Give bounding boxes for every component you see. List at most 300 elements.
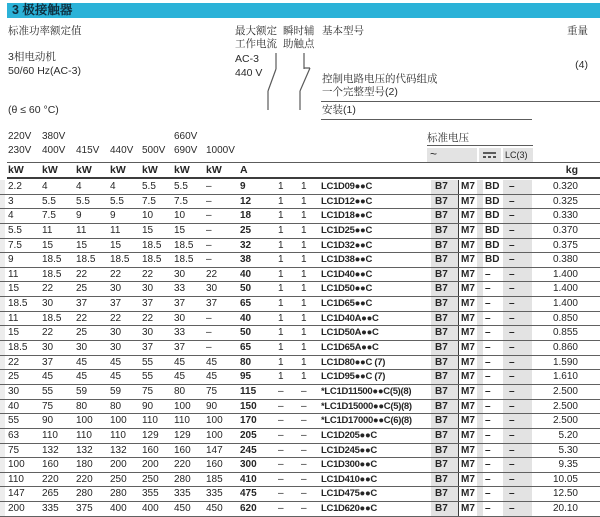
coil-b7-cell: B7 <box>435 210 448 222</box>
table-row <box>0 297 600 312</box>
coil-b7-cell: B7 <box>435 371 448 383</box>
kw-cell: 335 <box>174 488 191 500</box>
frequency-label: 50/60 Hz(AC-3) <box>8 65 81 77</box>
weight-cell: 9.35 <box>558 459 578 471</box>
coil-b7-cell: B7 <box>435 400 448 412</box>
aux-no-cell: – <box>278 415 284 427</box>
table-row <box>0 195 600 210</box>
aux-no-cell: 1 <box>278 312 284 324</box>
kw-cell: 129 <box>174 429 191 441</box>
coil-lc-cell: – <box>509 415 515 427</box>
coil-lc-cell: – <box>509 239 515 251</box>
voltage-header: 1000V <box>206 145 235 156</box>
kw-cell: 110 <box>174 415 190 427</box>
model-cell: LC1D65●●C <box>321 298 373 310</box>
kw-cell: 75 <box>142 385 154 397</box>
kw-cell: 110 <box>76 429 92 441</box>
kw-cell: 160 <box>206 459 223 471</box>
aux-nc-cell: – <box>301 459 307 471</box>
aux-no-cell: – <box>278 503 284 515</box>
voltage-header: 660V <box>174 131 198 142</box>
coil-lc-cell: – <box>509 371 515 383</box>
kw-cell: 45 <box>42 371 54 383</box>
model-cell: *LC1D11500●●C(5)(8) <box>321 385 412 397</box>
kw-cell: 7.5 <box>8 239 22 251</box>
coil-m7-cell: M7 <box>461 488 475 500</box>
coil-b7-cell: B7 <box>435 459 448 471</box>
kw-cell: 45 <box>76 371 88 383</box>
coil-m7-cell: M7 <box>461 210 475 222</box>
kw-cell: 37 <box>76 298 88 310</box>
model-cell: LC1D18●●C <box>321 210 373 222</box>
voltage-440-label: 440 V <box>235 67 263 79</box>
kw-cell: 30 <box>8 385 20 397</box>
kw-cell: 18.5 <box>142 254 162 266</box>
model-cell: LC1D95●●C (7) <box>321 371 386 383</box>
coil-b7-cell: B7 <box>435 327 448 339</box>
coil-b7-cell: B7 <box>435 239 448 251</box>
coil-lc-cell: – <box>509 210 515 222</box>
kw-cell: 100 <box>76 415 93 427</box>
kw-cell: 450 <box>174 503 191 515</box>
kw-cell: 90 <box>142 400 154 412</box>
current-cell: 170 <box>240 415 257 427</box>
coil-lc-cell: – <box>509 429 515 441</box>
coil-m7-cell: M7 <box>461 195 475 207</box>
current-cell: 12 <box>240 195 252 207</box>
coil-dc-cell: BD <box>485 181 500 192</box>
kw-cell: 4 <box>42 181 48 192</box>
model-cell: LC1D300●●C <box>321 459 377 471</box>
kw-cell: 15 <box>174 224 186 236</box>
weight-cell: 0.330 <box>552 210 578 222</box>
table-row <box>0 356 600 371</box>
current-cell: 95 <box>240 371 252 383</box>
model-cell: LC1D09●●C <box>321 181 373 192</box>
voltage-header: 380V <box>42 131 66 142</box>
coil-b7-cell: B7 <box>435 444 448 456</box>
aux-contact-label-line1: 瞬时辅 <box>283 25 315 37</box>
aux-contact-symbols-icon <box>262 53 318 111</box>
ratings-table <box>0 180 600 517</box>
divider <box>321 101 600 102</box>
kw-cell: 18.5 <box>42 254 62 266</box>
current-cell: 80 <box>240 356 252 368</box>
coil-m7-cell: M7 <box>461 371 475 383</box>
aux-nc-cell: 1 <box>301 181 307 192</box>
coil-dc-cell: – <box>485 415 491 427</box>
model-cell: LC1D65A●●C <box>321 342 379 354</box>
weight-cell: 20.10 <box>552 503 578 515</box>
kw-cell: 22 <box>76 312 88 324</box>
coil-b7-cell: B7 <box>435 415 448 427</box>
kw-cell: 5.5 <box>42 195 56 207</box>
coil-b7-cell: B7 <box>435 488 448 500</box>
kw-cell: 100 <box>8 459 25 471</box>
kw-cell: 335 <box>42 503 59 515</box>
current-cell: 50 <box>240 327 252 339</box>
kw-cell: 18.5 <box>42 268 62 280</box>
coil-b7-cell: B7 <box>435 473 448 485</box>
coil-dc-cell: BD <box>485 239 500 251</box>
aux-no-cell: – <box>278 385 284 397</box>
kw-cell: 160 <box>174 444 191 456</box>
coil-m7-cell: M7 <box>461 503 475 515</box>
kw-cell: 30 <box>42 298 54 310</box>
coil-dc-cell: – <box>485 342 491 354</box>
aux-no-cell: 1 <box>278 342 284 354</box>
current-unit-header: A <box>240 164 248 176</box>
voltage-header: 500V <box>142 145 166 156</box>
kw-cell: 11 <box>8 268 19 280</box>
kw-cell: 4 <box>110 181 116 192</box>
coil-dc-cell: – <box>485 298 491 310</box>
kw-cell: 80 <box>110 400 122 412</box>
kw-cell: 30 <box>142 327 154 339</box>
kw-cell: 220 <box>174 459 191 471</box>
aux-nc-cell: 1 <box>301 224 307 236</box>
model-cell: LC1D80●●C (7) <box>321 356 386 368</box>
kw-cell: 250 <box>142 473 159 485</box>
voltage-header: 690V <box>174 145 198 156</box>
kw-cell: 37 <box>42 356 54 368</box>
aux-no-cell: – <box>278 429 284 441</box>
coil-m7-cell: M7 <box>461 459 475 471</box>
kw-cell: 265 <box>42 488 59 500</box>
unit-header: kW <box>110 164 126 176</box>
kw-cell: 55 <box>8 415 20 427</box>
kw-cell: 30 <box>142 283 154 295</box>
current-cell: 18 <box>240 210 252 222</box>
coil-dc-cell: – <box>485 473 491 485</box>
coil-lc-cell: – <box>509 268 515 280</box>
aux-nc-cell: – <box>301 415 307 427</box>
kw-cell: 7.5 <box>42 210 56 222</box>
unit-header: kW <box>174 164 190 176</box>
coil-b7-cell: B7 <box>435 298 448 310</box>
weight-cell: 0.855 <box>552 327 578 339</box>
motor-label: 3相电动机 <box>8 51 56 63</box>
coil-lc-cell: – <box>509 503 515 515</box>
coil-b7-cell: B7 <box>435 356 448 368</box>
coil-lc-cell: – <box>509 488 515 500</box>
coil-lc-cell: – <box>509 459 515 471</box>
std-voltage-label: 标准电压 <box>427 132 469 144</box>
kw-cell: 45 <box>174 356 186 368</box>
aux-no-cell: – <box>278 444 284 456</box>
coil-b7-cell: B7 <box>435 385 448 397</box>
kw-cell: 30 <box>174 268 186 280</box>
model-cell: LC1D40A●●C <box>321 312 379 324</box>
kw-cell: 22 <box>76 268 88 280</box>
weight-cell: 1.400 <box>552 298 578 310</box>
kw-cell: 40 <box>8 400 20 412</box>
aux-no-cell: 1 <box>278 181 284 192</box>
kw-cell: – <box>206 327 212 339</box>
coil-b7-cell: B7 <box>435 195 448 207</box>
kw-cell: 10 <box>142 210 154 222</box>
table-row <box>0 224 600 239</box>
kw-cell: 200 <box>142 459 159 471</box>
table-row <box>0 502 600 517</box>
weight-cell: 2.500 <box>552 415 578 427</box>
kw-cell: – <box>206 312 212 324</box>
kw-cell: 110 <box>42 429 58 441</box>
page-title: 3 极接触器 <box>7 3 600 18</box>
kw-cell: 129 <box>142 429 159 441</box>
kw-cell: 335 <box>206 488 223 500</box>
kw-cell: 10 <box>174 210 186 222</box>
coil-b7-cell: B7 <box>435 503 448 515</box>
table-row <box>0 326 600 341</box>
kw-cell: 63 <box>8 429 20 441</box>
coil-lc-cell: – <box>509 224 515 236</box>
coil-m7-cell: M7 <box>461 429 475 441</box>
kw-cell: 4 <box>8 210 14 222</box>
model-cell: LC1D12●●C <box>321 195 373 207</box>
kw-cell: 7.5 <box>174 195 188 207</box>
kw-cell: 37 <box>142 298 154 310</box>
kw-cell: 45 <box>76 356 88 368</box>
aux-nc-cell: 1 <box>301 356 307 368</box>
kw-cell: 75 <box>8 444 20 456</box>
current-cell: 65 <box>240 298 252 310</box>
kw-cell: 22 <box>42 283 54 295</box>
aux-no-cell: 1 <box>278 254 284 266</box>
current-cell: 32 <box>240 239 252 251</box>
current-cell: 50 <box>240 283 252 295</box>
coil-b7-cell: B7 <box>435 283 448 295</box>
kw-cell: 30 <box>110 327 122 339</box>
kw-cell: 90 <box>42 415 54 427</box>
model-cell: *LC1D15000●●C(5)(8) <box>321 400 412 412</box>
current-cell: 25 <box>240 224 252 236</box>
kw-cell: 30 <box>42 342 54 354</box>
model-cell: LC1D50●●C <box>321 283 373 295</box>
model-cell: LC1D40●●C <box>321 268 373 280</box>
current-cell: 475 <box>240 488 257 500</box>
coil-lc-cell: – <box>509 327 515 339</box>
kw-cell: 147 <box>8 488 25 500</box>
current-cell: 9 <box>240 181 246 192</box>
kw-cell: 18.5 <box>174 254 194 266</box>
kw-cell: 11 <box>76 224 87 236</box>
aux-nc-cell: 1 <box>301 210 307 222</box>
current-cell: 620 <box>240 503 257 515</box>
kw-cell: 11 <box>110 224 121 236</box>
voltage-header: 400V <box>42 145 66 156</box>
coil-b7-cell: B7 <box>435 312 448 324</box>
aux-nc-cell: – <box>301 473 307 485</box>
ac3-label: AC-3 <box>235 53 259 65</box>
kw-cell: 280 <box>76 488 93 500</box>
voltage-header: 440V <box>110 145 134 156</box>
kw-cell: 9 <box>110 210 116 222</box>
table-row <box>0 341 600 356</box>
kw-cell: 15 <box>76 239 88 251</box>
kw-cell: 100 <box>206 415 223 427</box>
aux-no-cell: 1 <box>278 298 284 310</box>
coil-dc-cell: – <box>485 429 491 441</box>
current-cell: 115 <box>240 385 257 397</box>
kw-cell: 37 <box>142 342 154 354</box>
lc-coil-header: LC(3) <box>503 148 533 162</box>
kw-cell: 132 <box>42 444 59 456</box>
coil-m7-cell: M7 <box>461 385 475 397</box>
coil-lc-cell: – <box>509 181 515 192</box>
table-row <box>0 312 600 327</box>
aux-no-cell: – <box>278 473 284 485</box>
coil-dc-cell: – <box>485 444 491 456</box>
table-row <box>0 370 600 385</box>
kw-cell: – <box>206 239 212 251</box>
kw-cell: 18.5 <box>110 254 130 266</box>
coil-m7-cell: M7 <box>461 181 475 192</box>
table-row <box>0 239 600 254</box>
kw-cell: 11 <box>42 224 53 236</box>
weight-label: 重量 <box>567 25 588 37</box>
ac-coil-header: ~ <box>427 148 477 162</box>
kw-cell: 18.5 <box>8 298 28 310</box>
aux-nc-cell: 1 <box>301 371 307 383</box>
kw-cell: 22 <box>142 268 154 280</box>
table-row <box>0 253 600 268</box>
kw-cell: 180 <box>76 459 93 471</box>
kw-cell: 220 <box>76 473 93 485</box>
kw-cell: 45 <box>206 371 218 383</box>
kg-unit-header: kg <box>565 164 578 176</box>
divider <box>7 162 600 163</box>
weight-footnote: (4) <box>575 59 588 71</box>
aux-nc-cell: 1 <box>301 268 307 280</box>
coil-dc-cell: – <box>485 385 491 397</box>
voltage-header: 230V <box>8 145 32 156</box>
kw-cell: – <box>206 342 212 354</box>
kw-cell: 37 <box>110 298 122 310</box>
kw-cell: 400 <box>110 503 127 515</box>
kw-cell: 30 <box>76 342 88 354</box>
coil-m7-cell: M7 <box>461 298 475 310</box>
kw-cell: 25 <box>76 283 88 295</box>
kw-cell: 220 <box>42 473 59 485</box>
current-cell: 150 <box>240 400 257 412</box>
weight-cell: 0.325 <box>552 195 578 207</box>
max-current-label-line1: 最大额定 <box>235 25 277 37</box>
kw-cell: 2.2 <box>8 181 22 192</box>
aux-nc-cell: – <box>301 429 307 441</box>
coil-m7-cell: M7 <box>461 400 475 412</box>
kw-cell: 200 <box>8 503 25 515</box>
kw-cell: 200 <box>110 459 127 471</box>
aux-nc-cell: 1 <box>301 239 307 251</box>
coil-code-note-line2: 一个完整型号(2) <box>322 86 398 98</box>
aux-no-cell: 1 <box>278 327 284 339</box>
current-cell: 245 <box>240 444 257 456</box>
coil-dc-cell: BD <box>485 195 500 207</box>
kw-cell: 7.5 <box>142 195 156 207</box>
coil-dc-cell: – <box>485 400 491 412</box>
power-rating-label: 标准功率额定值 <box>8 25 82 37</box>
model-cell: LC1D245●●C <box>321 444 377 456</box>
kw-cell: 160 <box>42 459 59 471</box>
kw-cell: 9 <box>8 254 14 266</box>
max-current-label-line2: 工作电流 <box>235 38 277 50</box>
coil-m7-cell: M7 <box>461 312 475 324</box>
kw-cell: 80 <box>174 385 186 397</box>
kw-cell: – <box>206 181 212 192</box>
coil-b7-cell: B7 <box>435 181 448 192</box>
table-row <box>0 268 600 283</box>
kw-cell: – <box>206 224 212 236</box>
unit-header: kW <box>76 164 92 176</box>
coil-dc-cell: – <box>485 283 491 295</box>
table-row <box>0 400 600 415</box>
kw-cell: 80 <box>76 400 88 412</box>
aux-no-cell: – <box>278 488 284 500</box>
kw-cell: 280 <box>110 488 127 500</box>
kw-cell: 37 <box>174 342 186 354</box>
kw-cell: 33 <box>174 283 186 295</box>
coil-lc-cell: – <box>509 254 515 266</box>
kw-cell: 9 <box>76 210 82 222</box>
weight-cell: 0.320 <box>552 181 578 192</box>
coil-m7-cell: M7 <box>461 444 475 456</box>
aux-no-cell: 1 <box>278 239 284 251</box>
aux-nc-cell: – <box>301 400 307 412</box>
aux-no-cell: 1 <box>278 195 284 207</box>
kw-cell: 55 <box>142 371 154 383</box>
divider <box>427 145 533 146</box>
aux-no-cell: – <box>278 459 284 471</box>
aux-nc-cell: 1 <box>301 254 307 266</box>
coil-lc-cell: – <box>509 444 515 456</box>
kw-cell: 45 <box>174 371 186 383</box>
temperature-note: (θ ≤ 60 °C) <box>8 104 59 116</box>
coil-lc-cell: – <box>509 385 515 397</box>
coil-b7-cell: B7 <box>435 254 448 266</box>
kw-cell: 11 <box>8 312 19 324</box>
coil-lc-cell: – <box>509 473 515 485</box>
kw-cell: 147 <box>206 444 223 456</box>
kw-cell: 5.5 <box>110 195 124 207</box>
kw-cell: 100 <box>174 400 191 412</box>
kw-cell: 132 <box>76 444 93 456</box>
coil-m7-cell: M7 <box>461 268 475 280</box>
coil-m7-cell: M7 <box>461 239 475 251</box>
kw-cell: 5.5 <box>174 181 188 192</box>
weight-cell: 1.610 <box>552 371 578 383</box>
coil-lc-cell: – <box>509 356 515 368</box>
kw-cell: 30 <box>206 283 218 295</box>
kw-cell: 25 <box>76 327 88 339</box>
kw-cell: 280 <box>174 473 191 485</box>
kw-cell: 22 <box>110 312 122 324</box>
coil-dc-cell: – <box>485 371 491 383</box>
kw-cell: 110 <box>142 415 158 427</box>
aux-nc-cell: 1 <box>301 312 307 324</box>
coil-m7-cell: M7 <box>461 283 475 295</box>
kw-cell: 100 <box>110 415 127 427</box>
dc-coil-header <box>479 148 501 162</box>
coil-b7-cell: B7 <box>435 268 448 280</box>
kw-cell: 55 <box>42 385 54 397</box>
coil-lc-cell: – <box>509 312 515 324</box>
table-row <box>0 282 600 297</box>
kw-cell: 5.5 <box>142 181 156 192</box>
kw-cell: – <box>206 254 212 266</box>
coil-lc-cell: – <box>509 400 515 412</box>
kw-cell: 33 <box>174 327 186 339</box>
